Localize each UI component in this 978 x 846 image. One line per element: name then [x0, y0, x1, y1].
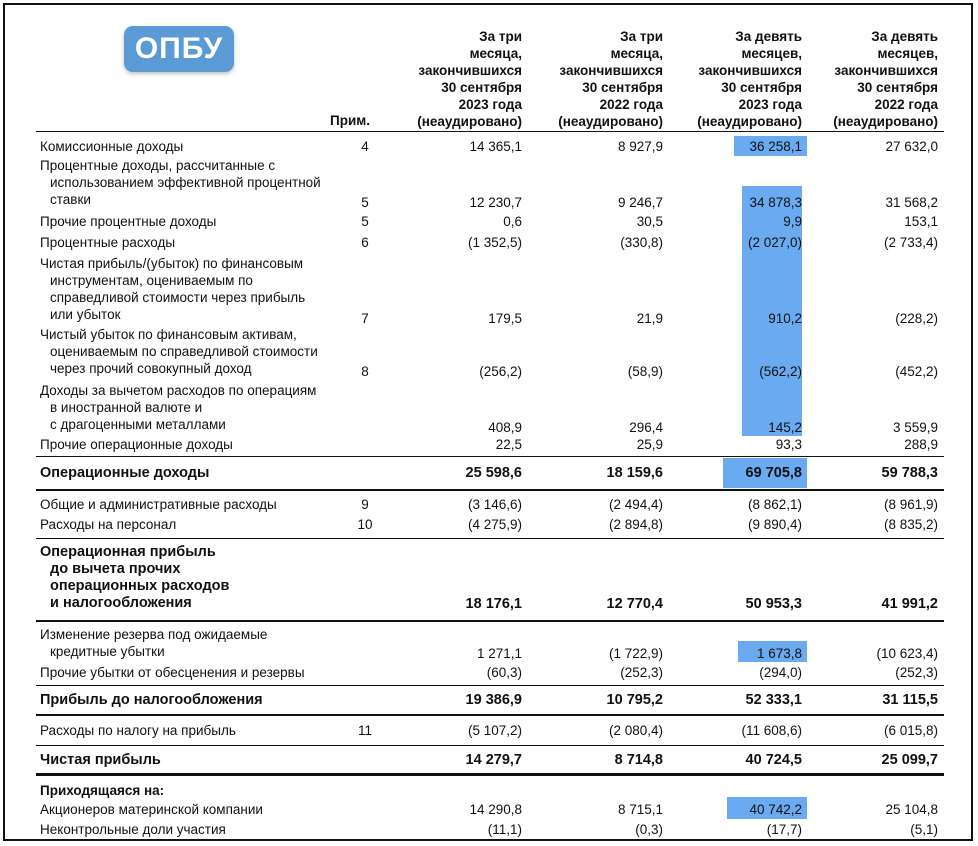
- value-9m-2023: 69 705,8: [745, 465, 802, 481]
- column-header-9m-2023: За девять месяцев, закончившихся 30 сентября 2023 года (неаудировано): [697, 29, 802, 129]
- row-label: Чистая прибыль/(убыток) по финансовым: [40, 256, 304, 271]
- value-9m-2022: 27 632,0: [885, 139, 938, 154]
- value-q3-2022: 25,9: [636, 437, 663, 452]
- row-label: Комиссионные доходы: [40, 139, 184, 154]
- row-label: кредитные убытки: [50, 644, 165, 659]
- row-label: Изменение резерва под ожидаемые: [40, 627, 268, 642]
- value-9m-2022: 25 099,7: [881, 752, 938, 768]
- rule-after-net-profit: [36, 773, 944, 776]
- value-q3-2022: (2 080,4): [608, 723, 663, 738]
- value-q3-2022: 8 927,9: [617, 139, 663, 154]
- row-label: справедливой стоимости через прибыль: [50, 290, 306, 305]
- value-9m-2022: 25 104,8: [885, 802, 938, 817]
- value-q3-2022: 8 714,8: [614, 752, 663, 768]
- value-q3-2023: 12 230,7: [469, 195, 522, 210]
- note-column-header: Прим.: [330, 113, 370, 128]
- value-q3-2022: 296,4: [629, 420, 663, 435]
- value-q3-2023: 0,6: [503, 214, 522, 229]
- value-q3-2022: (2 494,4): [608, 497, 663, 512]
- value-9m-2022: (252,3): [895, 665, 938, 680]
- row-note: 8: [361, 364, 369, 379]
- value-q3-2022: (2 894,8): [608, 517, 663, 532]
- value-q3-2022: 12 770,4: [606, 596, 663, 612]
- rule-bottom: [36, 840, 944, 841]
- row-label: Чистый убыток по финансовым активам,: [40, 327, 297, 342]
- value-9m-2022: 41 991,2: [881, 596, 938, 612]
- row-label: Общие и административные расходы: [40, 497, 277, 512]
- value-q3-2023: (256,2): [479, 364, 522, 379]
- row-note: 9: [361, 497, 369, 512]
- row-label: Процентные расходы: [40, 235, 176, 250]
- row-label: Акционеров материнской компании: [40, 802, 263, 817]
- row-note: 6: [361, 235, 369, 250]
- value-9m-2023: (17,7): [766, 822, 802, 837]
- value-q3-2023: (3 146,6): [467, 497, 522, 512]
- opbu-logo-badge: ОПБУ: [124, 26, 234, 72]
- value-9m-2022: (228,2): [895, 311, 938, 326]
- value-9m-2023: (11 608,6): [741, 723, 802, 738]
- value-q3-2023: 19 386,9: [465, 692, 522, 708]
- rule-after-pretax-profit: [36, 714, 944, 716]
- rule-before-operating-profit: [36, 538, 944, 539]
- value-9m-2023: (8 862,1): [747, 497, 802, 512]
- rule-after-operating-income: [36, 489, 944, 491]
- row-label: инструментам, оцениваемым по: [50, 273, 253, 288]
- value-9m-2022: (452,2): [895, 364, 938, 379]
- value-9m-2023: 34 878,3: [749, 195, 802, 210]
- value-9m-2022: 288,9: [904, 437, 938, 452]
- row-label: или убыток: [50, 307, 121, 322]
- rule-before-operating-income: [36, 456, 944, 457]
- row-label: Расходы по налогу на прибыль: [40, 723, 236, 738]
- value-q3-2023: 14 279,7: [465, 752, 522, 768]
- row-label: и налогообложения: [50, 595, 192, 611]
- value-9m-2023: 910,2: [768, 311, 802, 326]
- value-q3-2023: 14 365,1: [469, 139, 522, 154]
- value-9m-2023: 36 258,1: [749, 139, 802, 154]
- value-q3-2022: 21,9: [636, 311, 663, 326]
- value-q3-2022: 30,5: [636, 214, 663, 229]
- row-label: Чистая прибыль: [40, 752, 161, 768]
- value-9m-2022: (8 835,2): [883, 517, 938, 532]
- value-9m-2022: (10 623,4): [876, 646, 938, 661]
- column-header-q3-2023: За три месяца, закончившихся 30 сентября 2023 года (неаудировано): [417, 29, 522, 129]
- row-label: Прочие операционные доходы: [40, 437, 233, 452]
- row-label: использованием эффективной процентной: [50, 175, 321, 190]
- header-rule: [36, 131, 944, 132]
- value-q3-2022: (1 722,9): [608, 646, 663, 661]
- value-9m-2023: (294,0): [759, 665, 802, 680]
- value-9m-2022: (2 733,4): [883, 235, 938, 250]
- column-header-q3-2022: За три месяца, закончившихся 30 сентября 2022 года (неаудировано): [558, 29, 663, 129]
- value-q3-2023: 22,5: [495, 437, 522, 452]
- value-q3-2023: 18 176,1: [465, 596, 522, 612]
- value-9m-2023: 52 333,1: [745, 692, 802, 708]
- value-q3-2022: (252,3): [620, 665, 663, 680]
- row-label: Операционные доходы: [40, 465, 210, 481]
- value-9m-2022: 3 559,9: [892, 420, 938, 435]
- column-header-9m-2022: За девять месяцев, закончившихся 30 сентября 2022 года (неаудировано): [833, 29, 938, 129]
- value-q3-2023: 1 271,1: [476, 646, 522, 661]
- row-note: 10: [357, 517, 373, 532]
- row-label: Доходы за вычетом расходов по операциям: [40, 383, 317, 398]
- value-9m-2022: 59 788,3: [881, 465, 938, 481]
- value-9m-2023: 1 673,8: [756, 646, 802, 661]
- value-q3-2022: 10 795,2: [606, 692, 663, 708]
- value-q3-2023: 408,9: [488, 420, 522, 435]
- row-label: Приходящаяся на:: [40, 783, 165, 798]
- value-q3-2022: 18 159,6: [606, 465, 663, 481]
- value-9m-2022: 31 115,5: [882, 692, 938, 708]
- value-q3-2022: (0,3): [635, 822, 663, 837]
- value-9m-2022: (5,1): [910, 822, 938, 837]
- value-q3-2023: (60,3): [486, 665, 522, 680]
- value-q3-2023: (5 107,2): [467, 723, 522, 738]
- value-9m-2023: 50 953,3: [745, 596, 802, 612]
- row-label: Прибыль до налогообложения: [40, 692, 263, 708]
- value-q3-2022: (58,9): [627, 364, 663, 379]
- value-9m-2023: (2 027,0): [747, 235, 802, 250]
- row-label: Прочие убытки от обесценения и резервы: [40, 665, 305, 680]
- value-9m-2022: 31 568,2: [885, 195, 938, 210]
- value-q3-2023: 14 290,8: [469, 802, 522, 817]
- value-q3-2022: (330,8): [620, 235, 663, 250]
- row-label: операционных расходов: [50, 578, 230, 594]
- row-label: Операционная прибыль: [40, 544, 216, 560]
- value-q3-2022: 8 715,1: [617, 802, 663, 817]
- value-q3-2023: (11,1): [487, 822, 522, 837]
- value-q3-2023: (1 352,5): [467, 235, 522, 250]
- row-label: до вычета прочих: [50, 561, 181, 577]
- row-label: оцениваемым по справедливой стоимости: [50, 344, 318, 359]
- row-label: ставки: [50, 192, 91, 207]
- value-q3-2023: (4 275,9): [467, 517, 522, 532]
- row-note: 11: [357, 723, 372, 738]
- row-note: 5: [361, 214, 369, 229]
- value-9m-2023: 40 724,5: [745, 752, 802, 768]
- value-q3-2022: 9 246,7: [617, 195, 663, 210]
- row-label: через прочий совокупный доход: [50, 361, 252, 376]
- row-note: 5: [361, 195, 369, 210]
- row-note: 7: [361, 311, 369, 326]
- value-q3-2023: 25 598,6: [465, 465, 522, 481]
- value-9m-2023: 9,9: [783, 214, 802, 229]
- rule-before-pretax-profit: [36, 685, 944, 686]
- rule-before-net-profit: [36, 745, 944, 746]
- row-label: с драгоценными металлами: [50, 417, 226, 432]
- value-9m-2022: 153,1: [904, 214, 938, 229]
- value-9m-2022: (6 015,8): [883, 723, 938, 738]
- row-note: 4: [361, 139, 369, 154]
- value-9m-2022: (8 961,9): [883, 497, 938, 512]
- rule-after-operating-profit: [36, 620, 944, 622]
- value-9m-2023: 93,3: [775, 437, 802, 452]
- row-label: Неконтрольные доли участия: [40, 822, 226, 837]
- row-label: в иностранной валюте и: [50, 400, 203, 415]
- value-9m-2023: 40 742,2: [749, 802, 802, 817]
- value-9m-2023: 145,2: [768, 420, 802, 435]
- row-label: Процентные доходы, рассчитанные с: [40, 158, 276, 173]
- row-label: Расходы на персонал: [40, 517, 177, 532]
- value-9m-2023: (9 890,4): [747, 517, 802, 532]
- row-label: Прочие процентные доходы: [40, 214, 217, 229]
- value-q3-2023: 179,5: [488, 311, 522, 326]
- value-9m-2023: (562,2): [759, 364, 802, 379]
